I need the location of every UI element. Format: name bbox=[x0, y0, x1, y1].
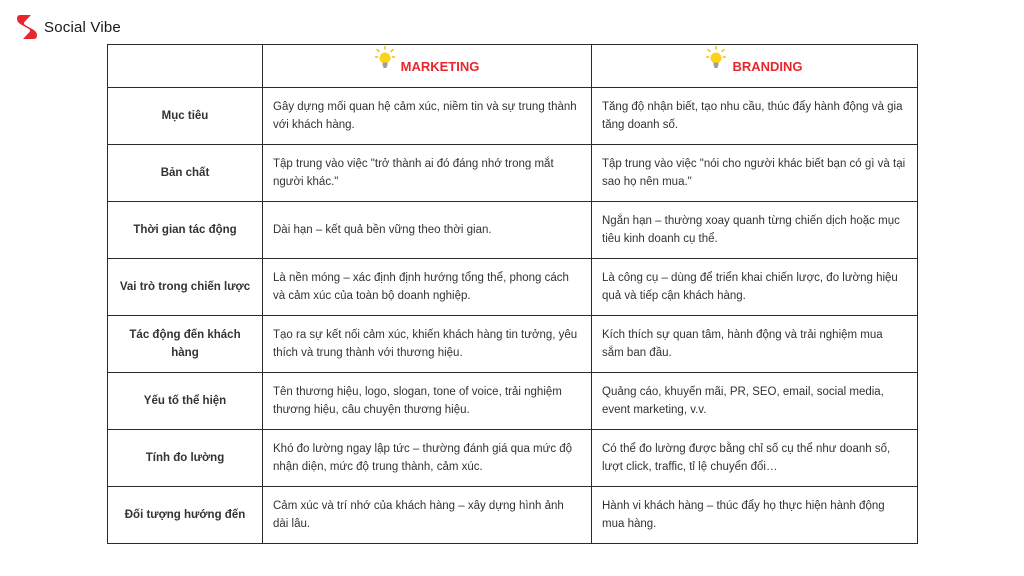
table-row bbox=[108, 430, 918, 487]
row-criterion: Đối tượng hướng đến bbox=[108, 487, 263, 544]
branding-cell: Là công cụ – dùng để triển khai chiến lược, đo lường hiệu quả và tiếp cận khách hàng. bbox=[592, 259, 918, 316]
lightbulb-icon bbox=[706, 46, 726, 72]
table-row bbox=[108, 88, 918, 145]
table-row bbox=[108, 316, 918, 373]
row-criterion: Yếu tố thể hiện bbox=[108, 373, 263, 430]
row-criterion: Vai trò trong chiến lược bbox=[108, 259, 263, 316]
header-branding-label: BRANDING bbox=[732, 59, 803, 74]
table-row bbox=[108, 202, 918, 259]
row-criterion: Thời gian tác động bbox=[108, 202, 263, 259]
branding-cell: Kích thích sự quan tâm, hành động và trải nghiệm mua sắm ban đầu. bbox=[592, 316, 918, 373]
marketing-cell: Tạo ra sự kết nối cảm xúc, khiến khách hàng tin tưởng, yêu thích và trung thành với thương hiệu. bbox=[263, 316, 592, 373]
header-empty-cell bbox=[108, 45, 263, 88]
branding-cell: Tập trung vào việc "nói cho người khác biết bạn có gì và tại sao họ nên mua." bbox=[592, 145, 918, 202]
row-criterion: Mục tiêu bbox=[108, 88, 263, 145]
branding-cell: Quảng cáo, khuyến mãi, PR, SEO, email, social media, event marketing, v.v. bbox=[592, 373, 918, 430]
marketing-cell: Gây dựng mối quan hệ cảm xúc, niềm tin và sự trung thành với khách hàng. bbox=[263, 88, 592, 145]
social-vibe-logo-icon bbox=[16, 14, 38, 40]
lightbulb-icon bbox=[375, 46, 395, 72]
marketing-cell: Khó đo lường ngay lập tức – thường đánh giá qua mức độ nhận diện, mức độ trung thành, cảm xúc. bbox=[263, 430, 592, 487]
table-row bbox=[108, 487, 918, 544]
branding-cell: Tăng độ nhận biết, tạo nhu cầu, thúc đẩy hành động và gia tăng doanh số. bbox=[592, 88, 918, 145]
comparison-table bbox=[107, 44, 918, 544]
row-criterion: Tính đo lường bbox=[108, 430, 263, 487]
marketing-cell: Là nền móng – xác định định hướng tổng thể, phong cách và cảm xúc của toàn bộ doanh nghiệp. bbox=[263, 259, 592, 316]
table-row bbox=[108, 259, 918, 316]
marketing-cell: Tên thương hiệu, logo, slogan, tone of voice, trải nghiệm thương hiệu, câu chuyện thương hiệu. bbox=[263, 373, 592, 430]
header-marketing-label: MARKETING bbox=[400, 59, 480, 74]
branding-cell: Có thể đo lường được bằng chỉ số cụ thể như doanh số, lượt click, traffic, tỉ lệ chuyển đổi… bbox=[592, 430, 918, 487]
table-row bbox=[108, 373, 918, 430]
brand-logo bbox=[16, 14, 121, 40]
header-branding bbox=[592, 45, 918, 88]
row-criterion: Tác động đến khách hàng bbox=[108, 316, 263, 373]
marketing-cell: Cảm xúc và trí nhớ của khách hàng – xây dựng hình ảnh dài lâu. bbox=[263, 487, 592, 544]
branding-cell: Hành vi khách hàng – thúc đẩy họ thực hiện hành động mua hàng. bbox=[592, 487, 918, 544]
table-header-row bbox=[108, 45, 918, 88]
table-row bbox=[108, 145, 918, 202]
marketing-cell: Dài hạn – kết quả bền vững theo thời gian. bbox=[263, 202, 592, 259]
row-criterion: Bản chất bbox=[108, 145, 263, 202]
brand-name: Social Vibe bbox=[44, 18, 121, 36]
marketing-cell: Tập trung vào việc "trở thành ai đó đáng nhớ trong mắt người khác." bbox=[263, 145, 592, 202]
branding-cell: Ngắn hạn – thường xoay quanh từng chiến dịch hoặc mục tiêu kinh doanh cụ thể. bbox=[592, 202, 918, 259]
header-marketing bbox=[263, 45, 592, 88]
